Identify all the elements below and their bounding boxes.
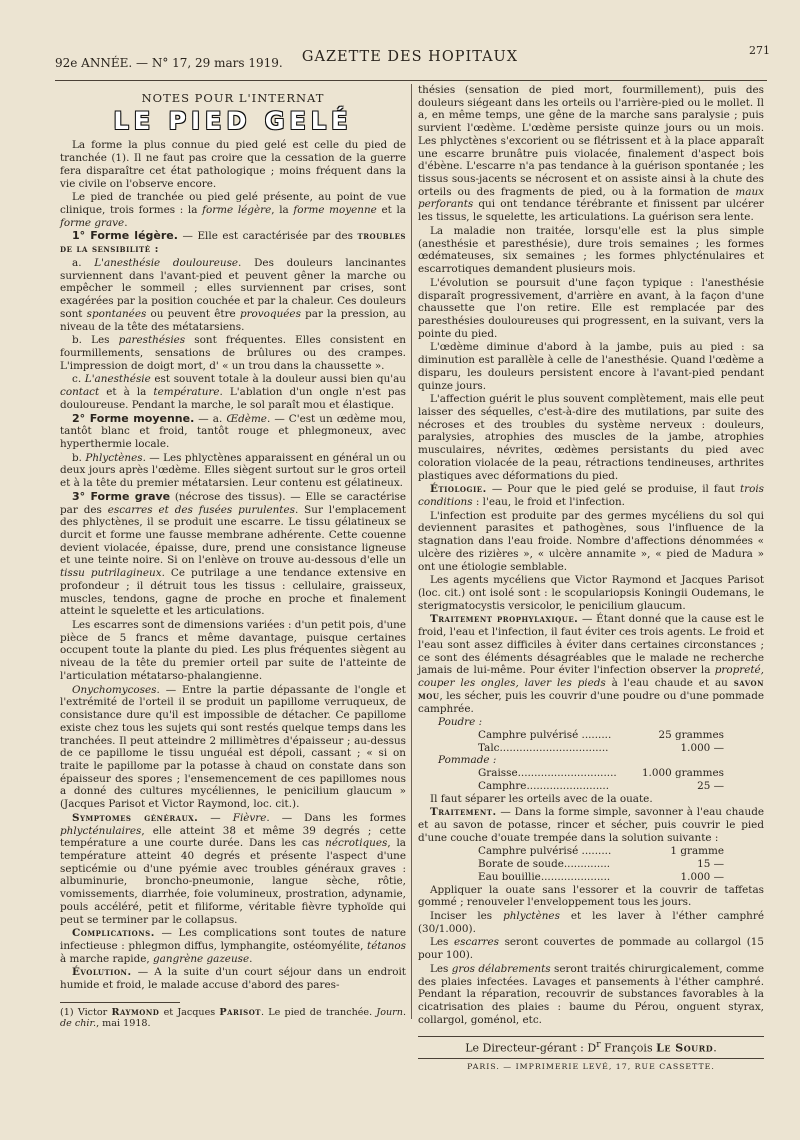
infection-paragraph: L'infection est produite par des germes mycéliens du sol qui deviennent parasites et pathogènes, sous l'influence de la stagnation dans l'eau froide. Nombre d'affections dénommées « ulcère des rizières », « ulcère annamite », « pied de Madura » ont une étiologie semblable. xyxy=(418,509,764,573)
anesthesia-paragraph: a. L'anesthésie douloureuse. Des douleurs lancinantes surviennent dans l'avant-pied et peuvent gêner la marche ou empêcher le sommeil ; elles surviennent par crises, sont exagérées par la position couchée et par la chaleur. Ces douleurs sont spontanées ou peuvent être provoquées par la pression, au niveau de la tête des métatarsiens. xyxy=(60,256,407,333)
section-title: NOTES POUR L'INTERNAT xyxy=(141,91,325,105)
separate-toes-paragraph: Il faut séparer les orteils avec de la ouate. xyxy=(430,792,653,805)
form-severe-paragraph: 3° Forme grave (nécrose des tissus). — Elle se caractérise par des escarres et des fusées purulentes. Sur l'emplacement des phlyctènes, il se produit une escarre. Le tissu gélatineux se durcit et forme une fausse membrane adhérente. Cette couenne devient violacée, épaisse, dure, prend une consistance ligneuse et une teinte noire. Si on l'enlève on trouve au-dessous d'elle un tissu putrilagineux. Ce putrilage a une tendance extensive en profondeur ; il détruit tous les tissus : cellulaire, graisseux, muscles, tendons, gagne de proche en proche et finalement atteint le squelette et les articulations. xyxy=(60,489,406,618)
recipe-row: Camphre......................... 25 — xyxy=(478,779,724,792)
forms-paragraph: Le pied de tranchée ou pied gelé présente, au point de vue clinique, trois formes : la forme légère, la forme moyenne et la forme grave. xyxy=(60,191,406,229)
recipe-row: Talc................................. 1.000 — xyxy=(478,741,724,754)
footnote-rule xyxy=(60,1002,180,1003)
total-anesthesia-paragraph: c. L'anesthésie est souvent totale à la douleur aussi bien qu'au contact et à la température. L'ablation d'un ongle n'est pas douloureuse. Pendant la marche, le sol paraît mou et élastique. xyxy=(60,373,407,411)
typical-evolution-paragraph: L'évolution se poursuit d'une façon typique : l'anesthésie disparaît progressivement, d'arrière en avant, à la façon d'une chaussette que l'on retire. Elle est remplacée par des paresthésies douloureuses qui progressent, en la suivant, vers la pointe du pied. xyxy=(418,276,764,340)
recipe-row: Camphre pulvérisé ......... 25 grammes xyxy=(478,728,724,741)
right-column xyxy=(418,84,764,1074)
etiology-paragraph: Étiologie. — Pour que le pied gelé se produise, il faut trois conditions : l'eau, le froid et l'infection. xyxy=(418,483,764,508)
evolution-paragraph: Évolution. — A la suite d'un court séjour dans un endroit humide et froid, le malade accuse d'abord des pares- xyxy=(60,966,406,992)
untreated-paragraph: La maladie non traitée, lorsqu'elle est la plus simple (anesthésie et paresthésie), dure trois semaines ; les formes œdémateuses, six semaines ; les formes phlycténulaires et escarrotiques demandent plusieurs mois. xyxy=(418,224,764,276)
incise-paragraph: Inciser les phlyctènes et les laver à l'éther camphré (30/1.000). xyxy=(418,910,764,935)
journal-title: GAZETTE DES HOPITAUX xyxy=(301,49,519,65)
apply-paragraph: Appliquer la ouate sans l'essorer et la couvrir de taffetas gommé ; renouveler l'enveloppement tous les jours. xyxy=(418,883,764,909)
evolution-continued-paragraph: thésies (sensation de pied mort, fourmillement), puis des douleurs siégeant dans les orteils ou l'arrière-pied ou le mollet. Il a, en même temps, une gêne de la marche sans paralysie ; puis survient l'œdème. L'œdème persiste quinze jours ou un mois. Les phlyctènes s'excorient ou se flétrissent et à la place apparaît une escarre brunâtre puis violacée, finalement d'aspect bois d'ébène. L'escarre n'a pas tendance à la guérison spontanée ; les tissus sous-jacents se nécrosent et on assiste ainsi à la chute des orteils ou des fragments de pied, ou à la formation de maux perforants qui ont tendance térébrante et finissent par ulcérer les tissus, le squelette, les articulations. La guérison sera lente. xyxy=(418,84,764,224)
recipe-row: Eau bouillie..................... 1.000 — xyxy=(478,870,724,883)
recipe-row: Borate de soude.............. 15 — xyxy=(478,858,724,871)
recipe-title: Poudre : xyxy=(438,716,483,729)
imprint-rule xyxy=(418,1058,764,1059)
ointment-recipe xyxy=(418,754,764,792)
paresthesia-paragraph: b. Les paresthésies sont fréquentes. Elles consistent en fourmillements, sensations de brûlures ou des crampes. L'impression de doigt mort, d' « un trou dans la chaussette ». xyxy=(60,334,406,372)
prophylaxis-paragraph: Traitement prophylaxique. — Étant donné que la cause est le froid, l'eau et l'infection, il faut éviter ces trois agents. Le froid et l'eau sont assez difficiles à éviter dans certaines circonstances ; ce sont des éléments désagréables que le malade ne recherche jamais de lui-même. Pour éviter l'infection observer la propreté, couper les ongles, laver les pieds à l'eau chaude et au savon mou, les sécher, puis les couvrir d'une poudre ou d'une pommade camphrée. xyxy=(418,613,764,715)
form-light-paragraph: 1° Forme légère. — Elle est caractérisée par des troubles de la sensibilité : xyxy=(60,229,406,256)
mycelial-agents-paragraph: Les agents mycéliens que Victor Raymond et Jacques Parisot (loc. cit.) ont isolé sont : le scopulariopsis Koningii Oudemans, le sterigmatocystis versicolor, le penicilium glaucum. xyxy=(418,574,764,612)
article-title: LE PIED GELÉ xyxy=(113,106,353,135)
escarres-treatment-paragraph: Les escarres seront couvertes de pommade au collargol (15 pour 100). xyxy=(418,936,764,962)
onychomycoses-paragraph: Onychomycoses. — Entre la partie dépassante de l'ongle et l'extrémité de l'orteil il se produit un papillome verruqueux, de consistance dure qu'il est impossible de détacher. Ce papillome existe chez tous les sujets qui sont restés quelque temps dans les tranchées. Il peut atteindre 2 millimètres d'épaisseur ; au-dessus de ce papillome le tissu unguéal est dépoli, cassant ; « si on traite le papillome par la potasse à chaud on constate dans son épaisseur des spores ; l'ensemencement de ces papillomes nous a donné des cultures mycéliennes, le penicilium glaucum » (Jacques Parisot et Victor Raymond, loc. cit.). xyxy=(60,683,406,811)
footnote: (1) Victor Raymond et Jacques Parisot. Le pied de tranchée. Journ. de chir., mai 1918. xyxy=(60,1006,406,1030)
signature-rule xyxy=(418,1036,764,1037)
treatment-paragraph: Traitement. — Dans la forme simple, savonner à l'eau chaude et au savon de potasse, rincer et sécher, puis couvrir le pied d'une couche d'ouate trempée dans la solution suivante : xyxy=(418,806,764,844)
oedema-paragraph: L'œdème diminue d'abord à la jambe, puis au pied : sa diminution est parallèle à celle de l'anesthésie. Quand l'œdème a disparu, les douleurs persistent encore à l'avant-pied pendant quinze jours. xyxy=(418,341,764,392)
printer-imprint: PARIS. — IMPRIMERIE LEVÉ, 17, RUE CASSETTE. xyxy=(467,1061,715,1071)
page-header xyxy=(50,44,770,74)
escarres-paragraph: Les escarres sont de dimensions variées : d'un petit pois, d'une pièce de 5 francs et même davantage, puisque certaines occupent toute la plante du pied. Les plus fréquentes siègent au niveau de la tête du premier orteil par suite de l'atteinte de l'articulation métatarso-phalangienne. xyxy=(60,619,406,682)
phlyctenes-paragraph: b. Phlyctènes. — Les phlyctènes apparaissent en général un ou deux jours après l'œdème. Elles siègent surtout sur le gros orteil et à la tête du premier métatarsien. Leur contenu est gélatineux. xyxy=(60,451,406,490)
form-medium-paragraph: 2° Forme moyenne. — a. Œdème. — C'est un œdème mou, tantôt blanc et froid, tantôt rouge et phlegmoneux, avec hyperthermie locale. xyxy=(60,411,406,450)
header-rule xyxy=(55,80,767,81)
sequelae-paragraph: L'affection guérit le plus souvent complètement, mais elle peut laisser des séquelles, c'est-à-dire des mutilations, par suite des nécroses et des troubles du système nerveux : douleurs, paralysies, atrophies des muscles de la jambe, atrophies musculaires, névrites, œdèmes persistants du pied avec coloration violacée de la peau, rétractions tendineuses, arthrites plastiques avec déformations du pied. xyxy=(418,393,764,482)
general-symptoms-paragraph: Symptomes généraux. — Fièvre. — Dans les formes phlycténulaires, elle atteint 38 et même 39 degrés ; cette température a une courte durée. Dans les cas nécrotiques, la température atteint 40 degrés et présente l'aspect d'une septicémie ou d'une pyémie avec troubles généraux graves : albuminurie, broncho-pneumonie, langue sèche, rôtie, vomissements, diarrhée, foie volumineux, prostration, adynamie, pouls accéléré, petit et filiforme, véritable fièvre typhoïde qui peut se terminer par le collapsus. xyxy=(60,811,407,926)
intro-paragraph: La forme la plus connue du pied gelé est celle du pied de tranchée (1). Il ne faut pas croire que la cessation de la guerre fera disparaître cet état pathologique ; moins fréquent dans la vie civile on l'observe encore. xyxy=(60,139,406,190)
managing-director: Le Directeur-gérant : $D^r$ François Le Sourd. xyxy=(465,1039,717,1056)
complications-paragraph: Complications. — Les complications sont toutes de nature infectieuse : phlegmon diffus, lymphangite, ostéomyélite, tétanos à marche rapide, gangrène gazeuse. xyxy=(60,927,406,965)
recipe-row: Camphre pulvérisé ......... 1 gramme xyxy=(478,845,724,858)
recipe-row: Graisse.............................. 1.000 grammes xyxy=(478,767,724,780)
page-number: 271 xyxy=(749,44,770,57)
left-column xyxy=(60,84,406,1031)
recipe-title: Pommade : xyxy=(438,754,497,767)
column-rule xyxy=(411,84,412,1019)
powder-recipe xyxy=(418,716,764,754)
solution-recipe xyxy=(418,845,764,883)
issue-date: 92e ANNÉE. — N° 17, 29 mars 1919. xyxy=(55,56,283,70)
large-wounds-paragraph: Les gros délabrements seront traités chirurgicalement, comme des plaies infectées. Lavages et pansements à l'éther camphré. Pendant la réparation, recouvrir de substances favorables à la cicatrisation des plaies : baume du Pérou, onguent styrax, collargol, goménol, etc. xyxy=(418,962,764,1026)
